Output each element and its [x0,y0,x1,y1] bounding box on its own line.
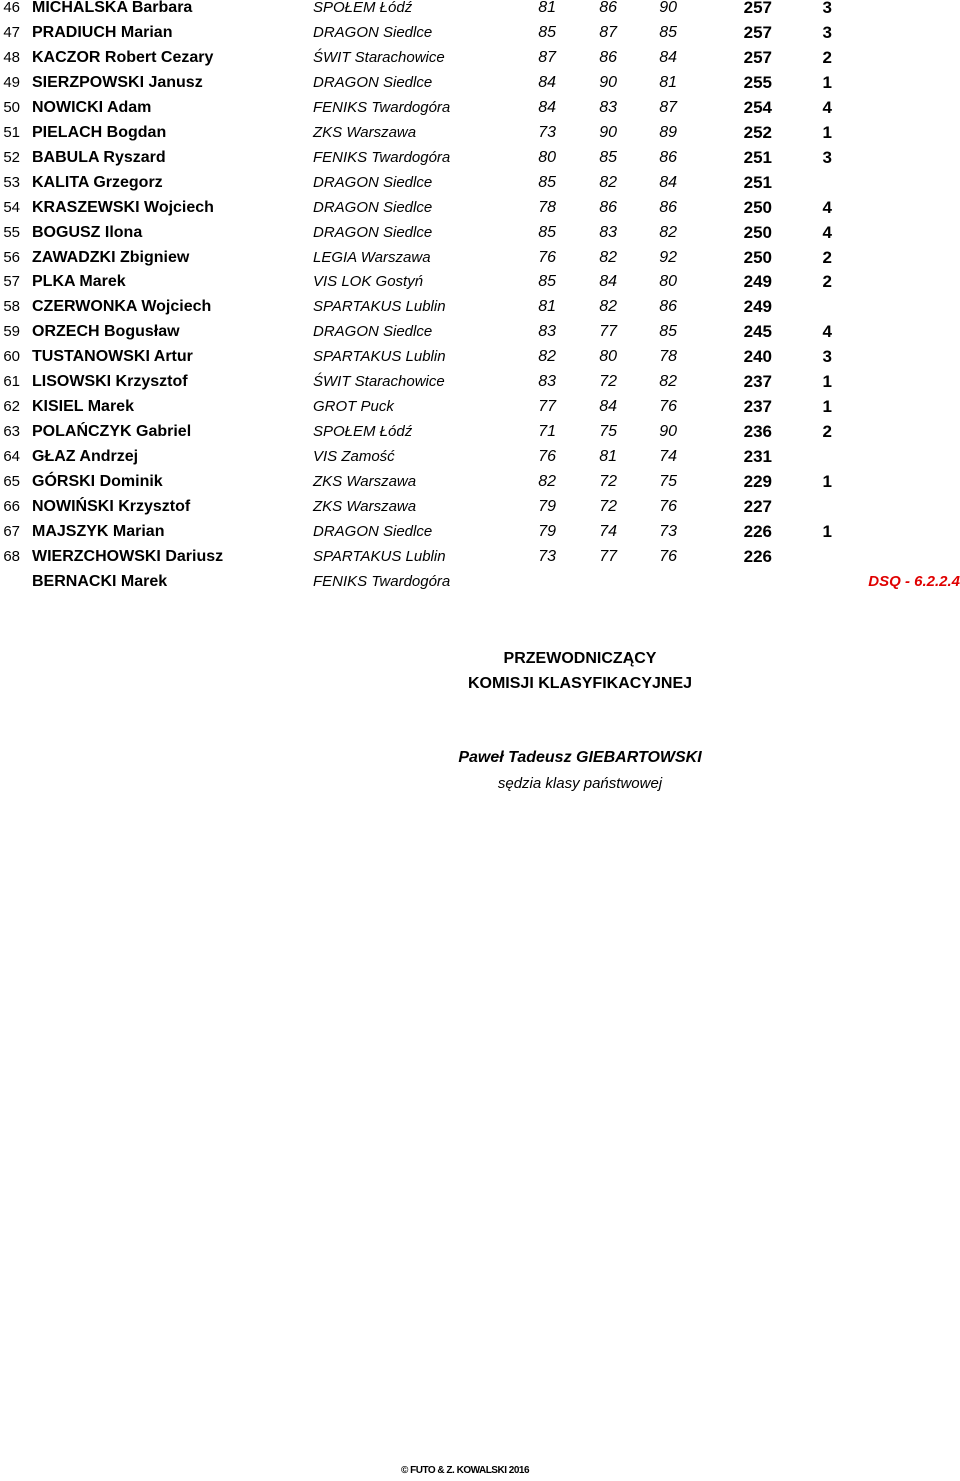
competitor-name: PIELACH Bogdan [32,123,167,141]
inner-ten-count: 4 [822,197,832,217]
series-2-score: 86 [599,0,617,16]
position-number: 56 [3,248,20,266]
inner-ten-count: 3 [822,347,832,367]
series-1-score: 84 [538,98,556,116]
table-row [0,173,960,198]
club-name: DRAGON Siedlce [313,198,433,216]
series-1-score: 76 [538,448,556,466]
competitor-name: GŁAZ Andrzej [32,448,139,466]
series-1-score: 85 [538,223,556,241]
series-3-score: 82 [659,373,677,391]
commission-title: KOMISJI KLASYFIKACYJNEJ [467,675,693,692]
club-name: SPOŁEM Łódź [313,423,413,441]
total-score: 237 [743,372,772,392]
position-number: 58 [3,298,20,316]
inner-ten-count: 1 [822,122,832,142]
series-2-score: 86 [599,48,617,66]
series-3-score: 86 [659,148,677,166]
position-number: 50 [3,98,20,116]
competitor-name: LISOWSKI Krzysztof [32,373,188,391]
competitor-name: KALITA Grzegorz [32,173,163,191]
inner-ten-count: 1 [822,472,832,492]
total-score: 236 [743,422,772,442]
total-score: 251 [743,172,772,192]
position-number: 57 [3,273,20,291]
series-3-score: 86 [659,298,677,316]
position-number: 55 [3,223,20,241]
total-score: 257 [743,47,772,67]
series-1-score: 85 [538,273,556,291]
table-row [0,0,960,23]
competitor-name: MAJSZYK Marian [32,522,165,540]
series-1-score: 79 [538,522,556,540]
club-name: SPOŁEM Łódź [313,0,413,16]
series-3-score: 86 [659,198,677,216]
series-3-score: 90 [659,423,677,441]
table-row [0,422,960,447]
series-2-score: 85 [599,148,617,166]
judge-title: sędzia klasy państwowej [497,775,663,792]
series-3-score: 85 [659,323,677,341]
series-2-score: 84 [599,273,617,291]
club-name: FENIKS Twardogóra [313,148,451,166]
position-number: 65 [3,473,20,491]
position-number: 53 [3,173,20,191]
series-1-score: 73 [538,547,556,565]
series-2-score: 77 [599,547,617,565]
total-score: 229 [743,472,772,492]
series-1-score: 78 [538,198,556,216]
series-2-score: 72 [599,473,617,491]
table-row [0,123,960,148]
competitor-name: BABULA Ryszard [32,148,166,166]
series-2-score: 75 [599,423,617,441]
position-number: 48 [3,48,20,66]
series-2-score: 72 [599,373,617,391]
series-2-score: 72 [599,498,617,515]
series-1-score: 73 [538,123,556,141]
footer-copyright: © FUTO & Z. KOWALSKI 2016 [400,1465,530,1476]
club-name: ZKS Warszawa [313,123,417,141]
series-1-score: 83 [538,323,556,341]
total-score: 254 [743,97,772,117]
position-number: 64 [3,448,20,466]
disqualified-row [0,572,960,597]
series-1-score: 84 [538,73,556,91]
club-name: DRAGON Siedlce [313,323,433,341]
series-1-score: 79 [538,498,556,515]
competitor-name: WIERZCHOWSKI Dariusz [32,547,224,565]
club-name: VIS LOK Gostyń [313,273,424,291]
series-3-score: 75 [659,473,677,491]
table-row [0,198,960,223]
competitor-name: SIERZPOWSKI Janusz [32,73,203,91]
table-row [0,397,960,422]
total-score: 226 [743,546,772,566]
series-3-score: 84 [659,48,677,66]
dsq-note: DSQ - 6.2.2.4 [868,573,960,590]
table-row [0,23,960,48]
series-2-score: 81 [599,448,617,466]
total-score: 250 [743,197,772,217]
total-score: 255 [743,72,772,92]
club-name: FENIKS Twardogóra [313,98,451,116]
competitor-name: ZAWADZKI Zbigniew [32,248,190,266]
total-score: 257 [743,0,772,17]
series-2-score: 82 [599,298,617,316]
series-3-score: 76 [659,498,677,515]
position-number: 51 [3,123,20,141]
club-name: GROT Puck [313,398,394,416]
series-3-score: 80 [659,273,677,291]
total-score: 249 [743,297,772,317]
series-2-score: 82 [599,248,617,266]
series-3-score: 81 [659,73,677,91]
series-1-score: 77 [538,398,556,416]
series-2-score: 74 [599,522,617,540]
competitor-name: PRADIUCH Marian [32,23,173,41]
inner-ten-count: 2 [822,247,832,267]
table-row [0,73,960,98]
position-number: 46 [3,0,20,16]
position-number: 61 [3,373,20,391]
table-row [0,347,960,372]
total-score: 226 [743,521,772,541]
series-2-score: 77 [599,323,617,341]
table-row [0,272,960,297]
competitor-name: NOWICKI Adam [32,98,152,116]
series-1-score: 76 [538,248,556,266]
competitor-name: KISIEL Marek [32,398,134,416]
position-number: 52 [3,148,20,166]
table-row [0,48,960,73]
series-1-score: 83 [538,373,556,391]
club-name: LEGIA Warszawa [313,248,431,266]
table-row [0,148,960,173]
position-number: 66 [3,498,20,515]
club-name: DRAGON Siedlce [313,223,433,241]
competitor-name: NOWIŃSKI Krzysztof [32,498,191,515]
series-3-score: 90 [659,0,677,16]
club-name: DRAGON Siedlce [313,173,433,191]
competitor-name: CZERWONKA Wojciech [32,298,212,316]
series-2-score: 83 [599,98,617,116]
total-score: 252 [743,122,772,142]
series-3-score: 82 [659,223,677,241]
chairman-title: PRZEWODNICZĄCY [503,650,657,667]
club-name: ŚWIT Starachowice [313,373,445,391]
series-3-score: 87 [659,98,677,116]
series-2-score: 83 [599,223,617,241]
series-1-score: 85 [538,173,556,191]
series-2-score: 82 [599,173,617,191]
competitor-name: KRASZEWSKI Wojciech [32,198,214,216]
competitor-name: POLAŃCZYK Gabriel [32,423,192,441]
total-score: 237 [743,397,772,417]
series-2-score: 80 [599,348,617,366]
series-3-score: 74 [659,448,677,466]
club-name: SPARTAKUS Lublin [313,547,446,565]
inner-ten-count: 2 [822,47,832,67]
total-score: 245 [743,322,772,342]
competitor-name: ORZECH Bogusław [32,323,180,341]
club-name: ZKS Warszawa [313,498,417,515]
club-name: DRAGON Siedlce [313,23,433,41]
total-score: 231 [743,447,772,467]
series-3-score: 78 [659,348,677,366]
series-1-score: 80 [538,148,556,166]
series-2-score: 87 [599,23,617,41]
series-1-score: 82 [538,473,556,491]
competitor-name: MICHALSKA Barbara [32,0,193,16]
position-number: 49 [3,73,20,91]
club-name: ZKS Warszawa [313,473,417,491]
series-3-score: 73 [659,522,677,540]
series-2-score: 84 [599,398,617,416]
inner-ten-count: 3 [822,0,832,17]
series-1-score: 81 [538,298,556,316]
inner-ten-count: 1 [822,72,832,92]
table-row [0,522,960,547]
total-score: 257 [743,22,772,42]
series-3-score: 92 [659,248,677,266]
position-number: 54 [3,198,20,216]
table-row [0,497,960,522]
inner-ten-count: 1 [822,397,832,417]
position-number: 63 [3,423,20,441]
series-1-score: 85 [538,23,556,41]
total-score: 250 [743,222,772,242]
total-score: 249 [743,272,772,292]
series-3-score: 85 [659,23,677,41]
table-row [0,447,960,472]
position-number: 47 [3,23,20,41]
table-row [0,472,960,497]
inner-ten-count: 3 [822,22,832,42]
position-number: 60 [3,348,20,366]
inner-ten-count: 4 [822,322,832,342]
series-3-score: 76 [659,547,677,565]
competitor-name: BERNACKI Marek [32,573,168,590]
competitor-name: TUSTANOWSKI Artur [32,348,193,366]
total-score: 250 [743,247,772,267]
club-name: DRAGON Siedlce [313,522,433,540]
series-3-score: 76 [659,398,677,416]
competitor-name: PLKA Marek [32,273,126,291]
position-number: 68 [3,547,20,565]
inner-ten-count: 1 [822,372,832,392]
series-3-score: 89 [659,123,677,141]
table-row [0,223,960,248]
series-2-score: 86 [599,198,617,216]
total-score: 251 [743,147,772,167]
table-row [0,547,960,572]
position-number: 62 [3,398,20,416]
series-2-score: 90 [599,73,617,91]
total-score: 227 [743,497,772,516]
club-name: DRAGON Siedlce [313,73,433,91]
table-row [0,248,960,273]
competitor-name: GÓRSKI Dominik [32,473,163,491]
series-1-score: 87 [538,48,556,66]
inner-ten-count: 2 [822,422,832,442]
competitor-name: BOGUSZ Ilona [32,223,143,241]
series-2-score: 90 [599,123,617,141]
series-3-score: 84 [659,173,677,191]
competitor-name: KACZOR Robert Cezary [32,48,214,66]
inner-ten-count: 4 [822,97,832,117]
club-name: FENIKS Twardogóra [313,573,451,590]
inner-ten-count: 3 [822,147,832,167]
club-name: VIS Zamość [313,448,395,466]
series-1-score: 81 [538,0,556,16]
inner-ten-count: 4 [822,222,832,242]
table-row [0,372,960,397]
position-number: 59 [3,323,20,341]
total-score: 240 [743,347,772,367]
inner-ten-count: 2 [822,272,832,292]
table-row [0,322,960,347]
series-1-score: 71 [538,423,556,441]
series-1-score: 82 [538,348,556,366]
table-row [0,98,960,123]
club-name: SPARTAKUS Lublin [313,298,446,316]
inner-ten-count: 1 [822,521,832,541]
club-name: ŚWIT Starachowice [313,48,445,66]
club-name: SPARTAKUS Lublin [313,348,446,366]
position-number: 67 [3,522,20,540]
judge-name: Paweł Tadeusz GIEBARTOWSKI [458,749,702,766]
table-row [0,297,960,322]
